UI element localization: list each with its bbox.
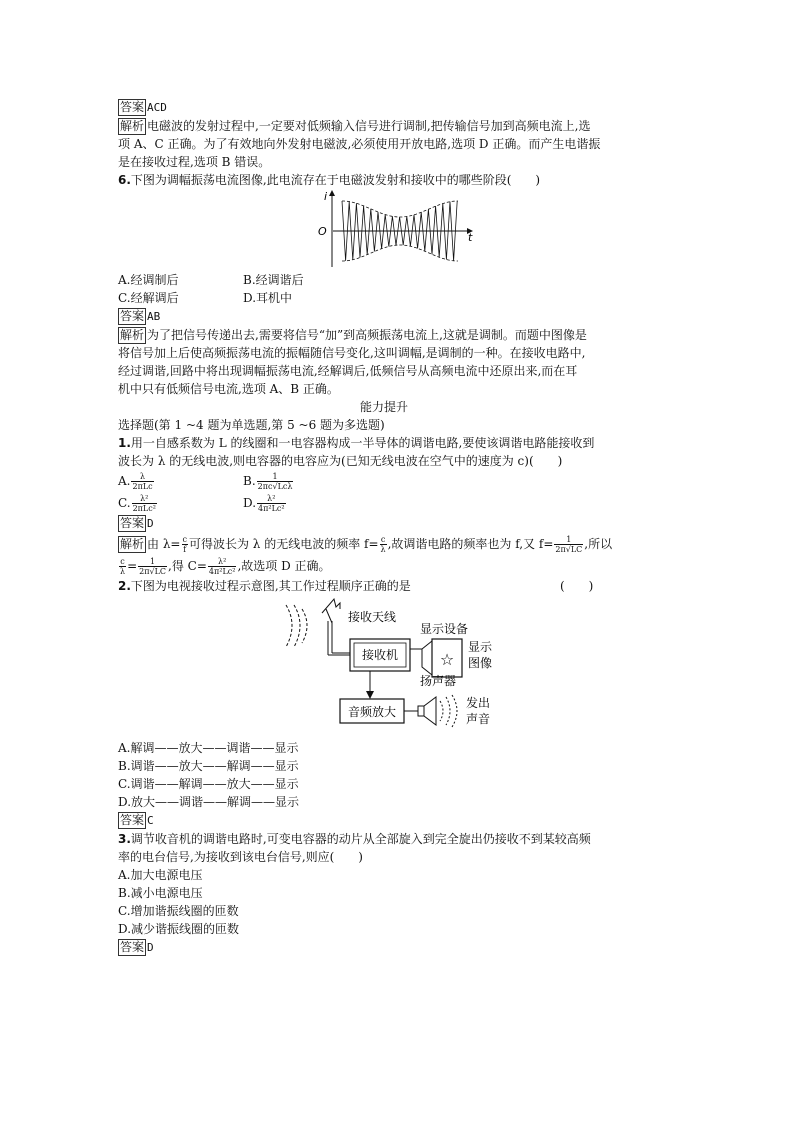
p1-stem-1: 用一自感系数为 L 的线圈和一电容器构成一半导体的调谐电路,要使该调谐电路能接收到	[130, 436, 595, 450]
p3-stem-line-1	[118, 830, 650, 848]
analysis-label: 解析	[120, 119, 145, 133]
p2-answer: C	[147, 814, 154, 827]
q5-analysis-line	[118, 117, 650, 135]
p1-option-a: A. $\frac{\lambda}{\text{2πLc}}$	[118, 472, 153, 491]
p3-option-a: A.加大电源电压	[118, 868, 203, 882]
p3-answer: D	[147, 941, 154, 954]
p2-number: 2.	[118, 579, 131, 593]
p2-stem-line	[118, 577, 650, 595]
section-note: 选择题(第 1 ~4 题为单选题,第 5 ~6 题为多选题)	[118, 418, 385, 432]
answer-label: 答案	[120, 813, 145, 827]
document-page	[118, 98, 650, 957]
receiver-label: 接收机	[361, 648, 399, 662]
p3-option-b: B.减小电源电压	[118, 886, 203, 900]
p1-number: 1.	[118, 436, 131, 450]
origin-label: O	[318, 225, 327, 238]
q6-analysis-3: 经过调谐,回路中将出现调幅振荡电流,经解调后,低频信号从高频电流中还原出来,而在耳	[118, 364, 578, 378]
q6-number: 6.	[118, 173, 131, 187]
p1-stem-2: 波长为 λ 的无线电波,则电容器的电容应为(已知无线电波在空气中的速度为 c)( )	[118, 454, 563, 468]
q6-analysis-1: 为了把信号传递出去,需要将信号“加”到高频振荡电流上,这就是调制。而题中图像是	[147, 328, 587, 342]
am-wave-graph	[118, 189, 650, 271]
speaker-label: 扬声器	[420, 674, 457, 688]
q5-analysis-3: 是在接收过程,选项 B 错误。	[118, 155, 271, 169]
q6-option-c: C.经解调后	[118, 291, 179, 305]
antenna-label: 接收天线	[348, 610, 397, 624]
p1-options-row-1	[118, 470, 650, 492]
p2-stem: 下图为电视接收过程示意图,其工作过程顺序正确的是	[130, 579, 411, 593]
p2-option-a: A.解调——放大——调谐——显示	[118, 741, 299, 755]
q6-stem-line	[118, 171, 650, 189]
p1-answer-line	[118, 514, 650, 533]
answer-label: 答案	[120, 309, 145, 323]
p2-answer-line	[118, 811, 650, 830]
sound-waves	[440, 695, 457, 727]
sound-label-1: 发出	[466, 696, 491, 710]
p2-paren: ( )	[560, 579, 594, 593]
p2-figure	[118, 595, 650, 739]
p3-number: 3.	[118, 832, 131, 846]
star-icon: ☆	[439, 650, 455, 669]
antenna-icon	[322, 599, 350, 655]
show-image-label-1: 显示	[468, 640, 493, 654]
p2-option-c: C.调谐——解调——放大——显示	[118, 777, 299, 791]
speaker-icon	[418, 706, 424, 716]
p2-option-d: D.放大——调谐——解调——显示	[118, 795, 300, 809]
q5-analysis-2: 项 A、C 正确。为了有效地向外发射电磁波,必须使用开放电路,选项 D 正确。而产生电谐振	[118, 137, 601, 151]
p1-option-c: C. $\frac{\text{λ²}}{\text{2πLc²}}$	[118, 494, 156, 513]
axis-x-label: t	[468, 231, 473, 244]
q6-figure	[118, 189, 650, 271]
p1-option-d: D. $\frac{\text{λ²}}{\text{4π²Lc²}}$	[243, 494, 285, 513]
p1-answer: D	[147, 517, 154, 530]
q5-analysis-1: 电磁波的发射过程中,一定要对低频输入信号进行调制,把传输信号加到高频电流上,选	[147, 119, 591, 133]
p3-option-c: C.增加谐振线圈的匝数	[118, 904, 239, 918]
p3-stem-2: 率的电台信号,为接收到该电台信号,则应( )	[118, 850, 363, 864]
p1-stem-line-1	[118, 434, 650, 452]
answer-label: 答案	[120, 940, 145, 954]
q6-analysis-4: 机中只有低频信号电流,选项 A、B 正确。	[118, 382, 339, 396]
sound-label-2: 声音	[466, 712, 491, 726]
p3-answer-line	[118, 938, 650, 957]
p1-option-b: B. $\frac{1}{\text{2πc√Lcλ}}$	[243, 472, 293, 491]
p2-option-b: B.调谐——放大——解调——显示	[118, 759, 299, 773]
analysis-label: 解析	[120, 537, 145, 551]
section-title: 能力提升	[359, 400, 408, 414]
q6-analysis-line	[118, 326, 650, 344]
q6-option-d: D.耳机中	[243, 291, 293, 305]
q6-stem: 下图为调幅振荡电流图像,此电流存在于电磁波发射和接收中的哪些阶段( )	[130, 173, 541, 187]
axis-y-label: i	[324, 190, 328, 203]
p3-option-d: D.减少谐振线圈的匝数	[118, 922, 240, 936]
q6-analysis-2: 将信号加上后使高频振荡电流的振幅随信号变化,这叫调幅,是调制的一种。在接收电路中,	[118, 346, 586, 360]
p1-options-row-2	[118, 492, 650, 514]
p1-analysis-line-2: $\frac{c}{\lambda}$ = $\frac{1}{2\pi√LC}$ ,得 C= $\frac{\text{λ²}}{\text{4π²Lc²}}$ ,故选项 D 正确。	[120, 557, 331, 576]
answer-label: 答案	[120, 516, 145, 530]
analysis-label: 解析	[120, 328, 145, 342]
q5-answer-line	[118, 98, 650, 117]
q6-answer: AB	[147, 310, 161, 323]
q6-option-b: B.经调谐后	[243, 273, 304, 287]
q6-option-a: A.经调制后	[118, 273, 179, 287]
p3-stem-1: 调节收音机的调谐电路时,可变电容器的动片从全部旋入到完全旋出仍接收不到某较高频	[130, 832, 591, 846]
display-device-label: 显示设备	[420, 622, 469, 636]
q5-answer: ACD	[147, 101, 167, 114]
tv-reception-diagram	[118, 595, 650, 739]
radio-waves	[286, 605, 307, 647]
envelope-top	[342, 201, 458, 217]
q6-options-row-2	[118, 289, 650, 307]
amplifier-label: 音频放大	[347, 705, 397, 719]
q6-options-row-1	[118, 271, 650, 289]
p1-analysis-line-1: 解析 由 λ= $\frac{c}{f}$ 可得波长为 λ 的无线电波的频率 f= $\frac{c}{\lambda}$ ,故调谐电路的频率也为 f,又 f= $\frac{1}{2\pi√LC}$ ,所以	[120, 535, 613, 554]
answer-label: 答案	[120, 100, 145, 114]
show-image-label-2: 图像	[468, 656, 493, 670]
q6-answer-line	[118, 307, 650, 326]
